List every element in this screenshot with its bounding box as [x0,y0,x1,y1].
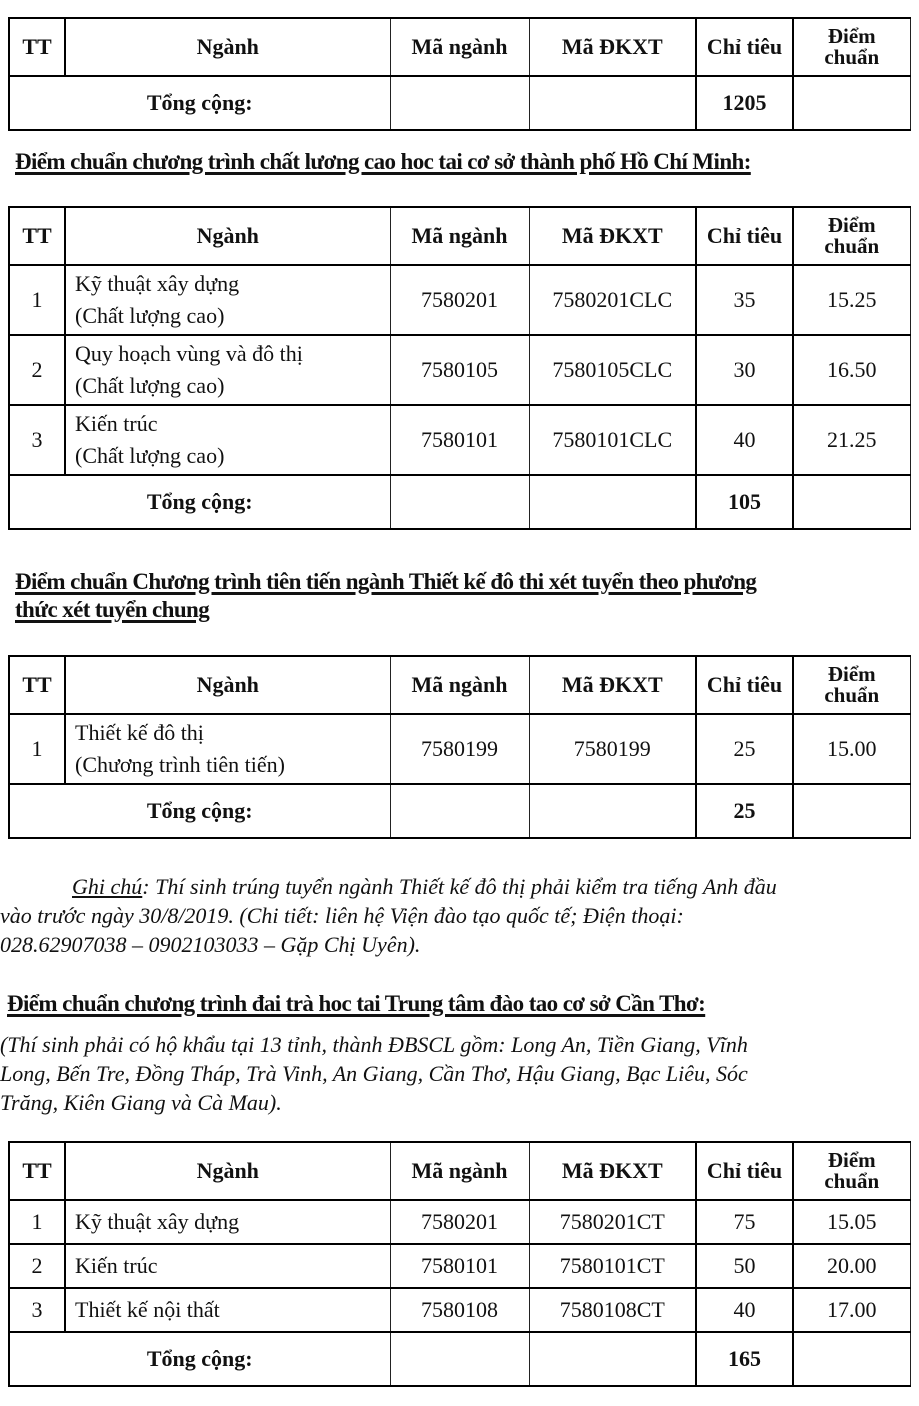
cell-ma-dkxt: 7580105CLC [529,335,696,405]
cell-diem-chuan: 16.50 [793,335,910,405]
note-text-line2: vào trước ngày 30/8/2019. (Chi tiết: liên hệ Viện đào tạo quốc tế; Điện thoại: [0,903,684,928]
cell-nganh: Kỹ thuật xây dựng [65,1200,390,1244]
total-label: Tổng cộng: [9,475,390,529]
cell-ma-nganh: 7580108 [390,1288,529,1332]
section-heading-can-tho: Điểm chuẩn chương trình đai trà hoc tai Trung tâm đào tao cơ sở Cần Thơ: [7,991,706,1016]
cell-tt: 2 [9,335,65,405]
cell-tt: 3 [9,1288,65,1332]
nganh-line2: (Chất lượng cao) [75,373,225,398]
cell-ma-dkxt: 7580199 [529,714,696,784]
subnote-line2: Long, Bến Tre, Đồng Tháp, Trà Vinh, An Giang, Cần Thơ, Hậu Giang, Bạc Liêu, Sóc [0,1061,748,1086]
header-diem-line1: Điểm [827,213,876,237]
cell-ma-dkxt: 7580108CT [529,1288,696,1332]
header-chi-tieu: Chỉ tiêu [696,18,793,76]
total-label: Tổng cộng: [9,76,390,130]
table-row [9,1200,910,1244]
subnote-line3: Trăng, Kiên Giang và Cà Mau). [0,1090,282,1115]
cell-chi-tieu: 75 [696,1200,793,1244]
cell-nganh: Thiết kế nội thất [65,1288,390,1332]
header-diem-line1: Điểm [827,24,876,48]
header-diem-line1: Điểm [827,1148,876,1172]
cell-ma-dkxt: 7580101CT [529,1244,696,1288]
cell-diem-chuan: 17.00 [793,1288,910,1332]
section-heading-hcm-clc: Điểm chuẩn chương trình chất lương cao hoc tai cơ sở thành phố Hồ Chí Minh: [15,149,751,174]
cell-tt: 3 [9,405,65,475]
header-tt: TT [9,18,65,76]
total-empty-diem [793,1332,910,1386]
cell-nganh [65,405,390,475]
header-diem-line2: chuẩn [824,234,880,258]
note-paragraph [0,872,919,959]
table-header-row [9,207,910,265]
cell-ma-nganh: 7580199 [390,714,529,784]
header-ma-dkxt: Mã ĐKXT [529,207,696,265]
header-diem-chuan [793,18,910,76]
header-nganh: Ngành [65,18,390,76]
heading-line1: Điểm chuẩn Chương trình tiên tiến ngành Thiết kế đô thi xét tuyển theo phương [15,569,757,594]
table-total-row [9,475,910,529]
header-diem-line2: chuẩn [824,45,880,69]
total-chi-tieu: 105 [696,475,793,529]
total-label: Tổng cộng: [9,784,390,838]
heading-line2: thức xét tuyển chung [15,597,210,622]
cell-ma-dkxt: 7580201CT [529,1200,696,1244]
table-row [9,405,910,475]
header-chi-tieu: Chỉ tiêu [696,1142,793,1200]
header-diem-chuan [793,207,910,265]
nganh-line1: Thiết kế đô thị [75,720,204,746]
cell-chi-tieu: 40 [696,1288,793,1332]
total-empty-ma-nganh [390,1332,529,1386]
total-empty-diem [793,475,910,529]
can-tho-eligibility-note [0,1030,919,1117]
header-chi-tieu: Chỉ tiêu [696,207,793,265]
total-empty-ma-nganh [390,784,529,838]
cell-chi-tieu: 30 [696,335,793,405]
header-diem-chuan [793,656,910,714]
header-ma-dkxt: Mã ĐKXT [529,656,696,714]
nganh-line1: Kỹ thuật xây dựng [75,271,240,297]
nganh-line2: (Chất lượng cao) [75,303,225,328]
cell-ma-nganh: 7580201 [390,1200,529,1244]
table-row [9,1288,910,1332]
cell-chi-tieu: 35 [696,265,793,335]
table-header-row [9,656,910,714]
header-nganh: Ngành [65,207,390,265]
total-chi-tieu: 165 [696,1332,793,1386]
nganh-line1: Kiến trúc [75,411,158,437]
cell-nganh [65,265,390,335]
cell-diem-chuan: 21.25 [793,405,910,475]
table-total-row [9,76,910,130]
cell-ma-dkxt: 7580101CLC [529,405,696,475]
table-header-row [9,1142,910,1200]
total-empty-diem [793,784,910,838]
cell-diem-chuan: 15.05 [793,1200,910,1244]
section-heading-tien-tien [15,568,905,624]
header-ma-dkxt: Mã ĐKXT [529,1142,696,1200]
table-total-row [9,1332,910,1386]
total-chi-tieu: 1205 [696,76,793,130]
cell-chi-tieu: 25 [696,714,793,784]
header-nganh: Ngành [65,656,390,714]
cell-ma-nganh: 7580105 [390,335,529,405]
cell-tt: 2 [9,1244,65,1288]
header-ma-nganh: Mã ngành [390,1142,529,1200]
cell-tt: 1 [9,265,65,335]
table-hcm-clc [8,206,911,530]
note-label: Ghi chú [72,874,143,899]
cell-ma-dkxt: 7580201CLC [529,265,696,335]
total-empty-diem [793,76,910,130]
header-ma-nganh: Mã ngành [390,207,529,265]
nganh-line2: (Chất lượng cao) [75,443,225,468]
nganh-line2: (Chương trình tiên tiến) [75,752,285,777]
note-text-line1: : Thí sinh trúng tuyển ngành Thiết kế đô thị phải kiểm tra tiếng Anh đầu [142,874,777,899]
cell-chi-tieu: 50 [696,1244,793,1288]
table-header-row [9,18,910,76]
cell-tt: 1 [9,714,65,784]
header-ma-nganh: Mã ngành [390,656,529,714]
header-tt: TT [9,1142,65,1200]
header-chi-tieu: Chỉ tiêu [696,656,793,714]
header-ma-dkxt: Mã ĐKXT [529,18,696,76]
table-total-row [9,784,910,838]
total-label: Tổng cộng: [9,1332,390,1386]
total-empty-ma-nganh [390,475,529,529]
total-empty-ma-dkxt [529,475,696,529]
cell-diem-chuan: 20.00 [793,1244,910,1288]
table-tien-tien [8,655,911,839]
cell-nganh [65,714,390,784]
table-row [9,265,910,335]
table-previous-total [8,17,911,131]
note-text-line3: 028.62907038 – 0902103033 – Gặp Chị Uyên). [0,932,421,957]
table-row [9,335,910,405]
header-tt: TT [9,207,65,265]
total-empty-ma-dkxt [529,1332,696,1386]
total-empty-ma-dkxt [529,76,696,130]
header-diem-line2: chuẩn [824,1169,880,1193]
table-row [9,714,910,784]
cell-tt: 1 [9,1200,65,1244]
cell-diem-chuan: 15.00 [793,714,910,784]
header-nganh: Ngành [65,1142,390,1200]
cell-nganh: Kiến trúc [65,1244,390,1288]
subnote-line1: (Thí sinh phải có hộ khẩu tại 13 tỉnh, thành ĐBSCL gồm: Long An, Tiền Giang, Vĩnh [0,1032,748,1057]
cell-chi-tieu: 40 [696,405,793,475]
total-chi-tieu: 25 [696,784,793,838]
nganh-line1: Quy hoạch vùng và đô thị [75,341,303,367]
cell-ma-nganh: 7580101 [390,405,529,475]
cell-ma-nganh: 7580101 [390,1244,529,1288]
total-empty-ma-nganh [390,76,529,130]
header-diem-chuan [793,1142,910,1200]
header-ma-nganh: Mã ngành [390,18,529,76]
cell-diem-chuan: 15.25 [793,265,910,335]
header-diem-line1: Điểm [827,662,876,686]
header-diem-line2: chuẩn [824,683,880,707]
total-empty-ma-dkxt [529,784,696,838]
header-tt: TT [9,656,65,714]
cell-ma-nganh: 7580201 [390,265,529,335]
cell-nganh [65,335,390,405]
table-can-tho [8,1141,911,1387]
table-row [9,1244,910,1288]
